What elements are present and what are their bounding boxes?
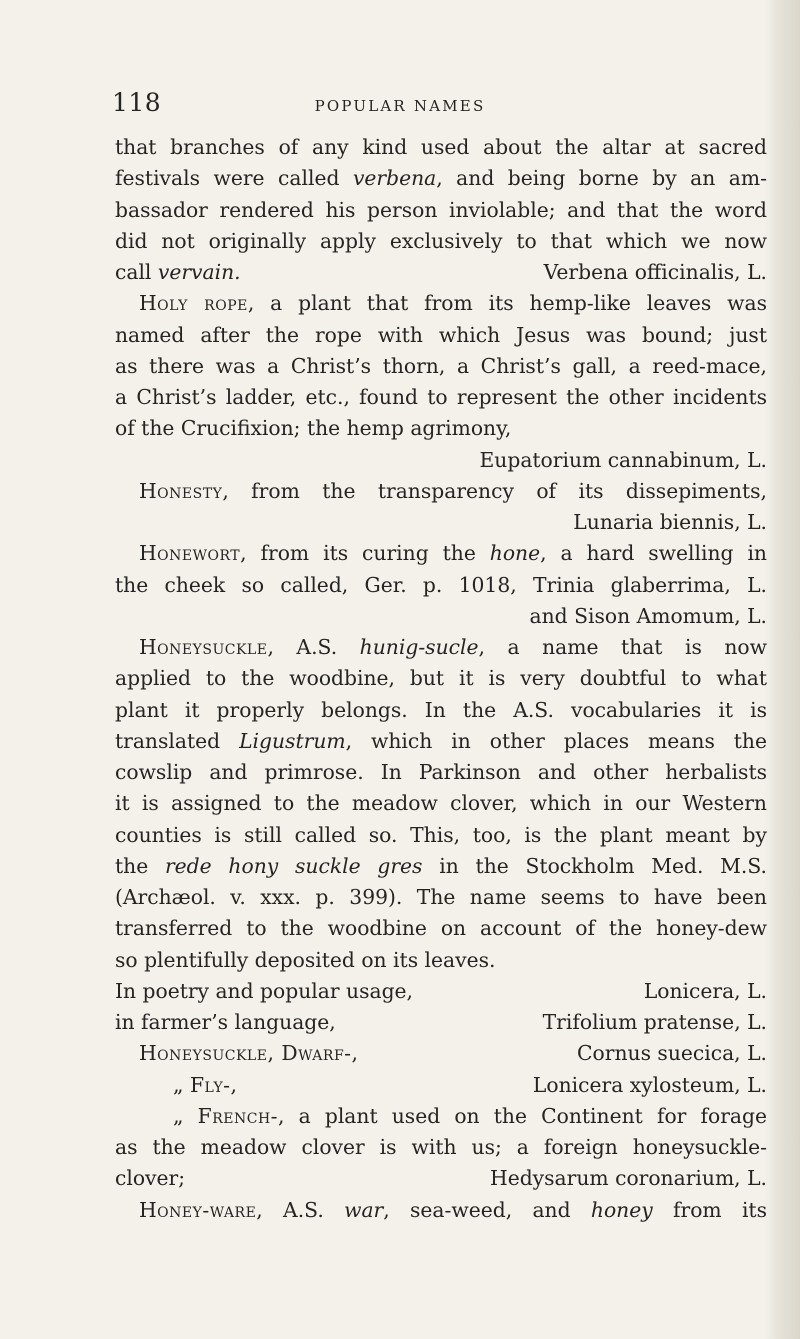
entry-honeysuckle-dwarf: Honeysuckle, Dwarf-, Cornus suecica, L. [139,1041,767,1066]
headword: Holy rope [139,291,248,316]
headword: Honesty [139,478,223,503]
text-line: as there was a Christ’s thorn, a Christ’s gall, a reed-mace, [115,353,767,378]
text-line: of the Crucifixion; the hemp agrimony, [115,416,512,441]
entry-holy-rope: Holy rope, a plant that from its hemp-like leaves was [139,291,767,316]
page-header [0,88,800,128]
body-text [115,132,767,1226]
text-line: festivals were called verbena, and being borne by an am- [115,166,767,191]
text-line: as the meadow clover is with us; a foreign honeysuckle- [115,1135,767,1159]
text-line: it is assigned to the meadow clover, which in our Western [115,791,767,816]
text-line: call vervain. Verbena officinalis, L. [115,260,767,284]
entry-honey-ware: Honey-ware, A.S. war, sea-weed, and honey from its [139,1197,767,1222]
text-line: named after the rope with which Jesus was bound; just [115,322,767,347]
text-line: In poetry and popular usage, Lonicera, L. [115,978,767,1003]
headword: Honewort [139,541,241,566]
headword: Fly- [189,1072,231,1097]
text-line: (Archæol. v. xxx. p. 399). The name seems to have been [115,885,767,909]
page-edge-shadow [764,0,800,1339]
text-line: the cheek so called, Ger. p. 1018, Trinia glaberrima, L. [115,572,767,597]
botanical-name: Lunaria biennis, L. [573,510,767,534]
text-line: so plentifully deposited on its leaves. [115,947,496,972]
text-line: bassador rendered his person inviolable; and that the word [115,197,767,222]
text-line: cowslip and primrose. In Parkinson and other herbalists [115,760,767,784]
page-number: 118 [112,88,162,117]
running-head: POPULAR NAMES [314,97,486,115]
text-line: translated Ligustrum, which in other places means the [115,728,767,753]
text-line: applied to the woodbine, but it is very doubtful to what [115,666,767,691]
text-line: that branches of any kind used about the altar at sacred [115,135,767,159]
headword: French- [197,1103,279,1128]
text-line: transferred to the woodbine on account of the honey-dew [115,916,767,941]
text-line: the rede hony suckle gres in the Stockholm Med. M.S. [115,853,767,878]
headword: Honeysuckle, Dwarf- [139,1041,352,1066]
text-line: counties is still called so. This, too, is the plant meant by [115,822,767,847]
text-line: in farmer’s language, Trifolium pratense, L. [115,1010,767,1034]
entry-honesty: Honesty, from the transparency of its dissepiments, [139,478,767,503]
text-line: plant it properly belongs. In the A.S. vocabularies it is [115,697,767,722]
entry-honeysuckle: Honeysuckle, A.S. hunig-sucle, a name that is now [139,635,767,659]
botanical-name: and Sison Amomum, L. [529,603,767,628]
entry-honewort: Honewort, from its curing the hone, a hard swelling in [139,541,767,566]
headword: Honeysuckle [139,635,268,659]
text-line: clover; Hedysarum coronarium, L. [115,1166,767,1191]
headword: Honey-ware [139,1197,257,1222]
botanical-name: Eupatorium cannabinum, L. [479,447,767,472]
text-line: did not originally apply exclusively to that which we now [115,228,767,253]
text-line: a Christ’s ladder, etc., found to represent the other incidents [115,385,767,409]
entry-honeysuckle-fly: „ Fly-, Lonicera xylosteum, L. [173,1072,767,1097]
entry-honeysuckle-french: „ French-, a plant used on the Continent for forage [173,1103,767,1128]
